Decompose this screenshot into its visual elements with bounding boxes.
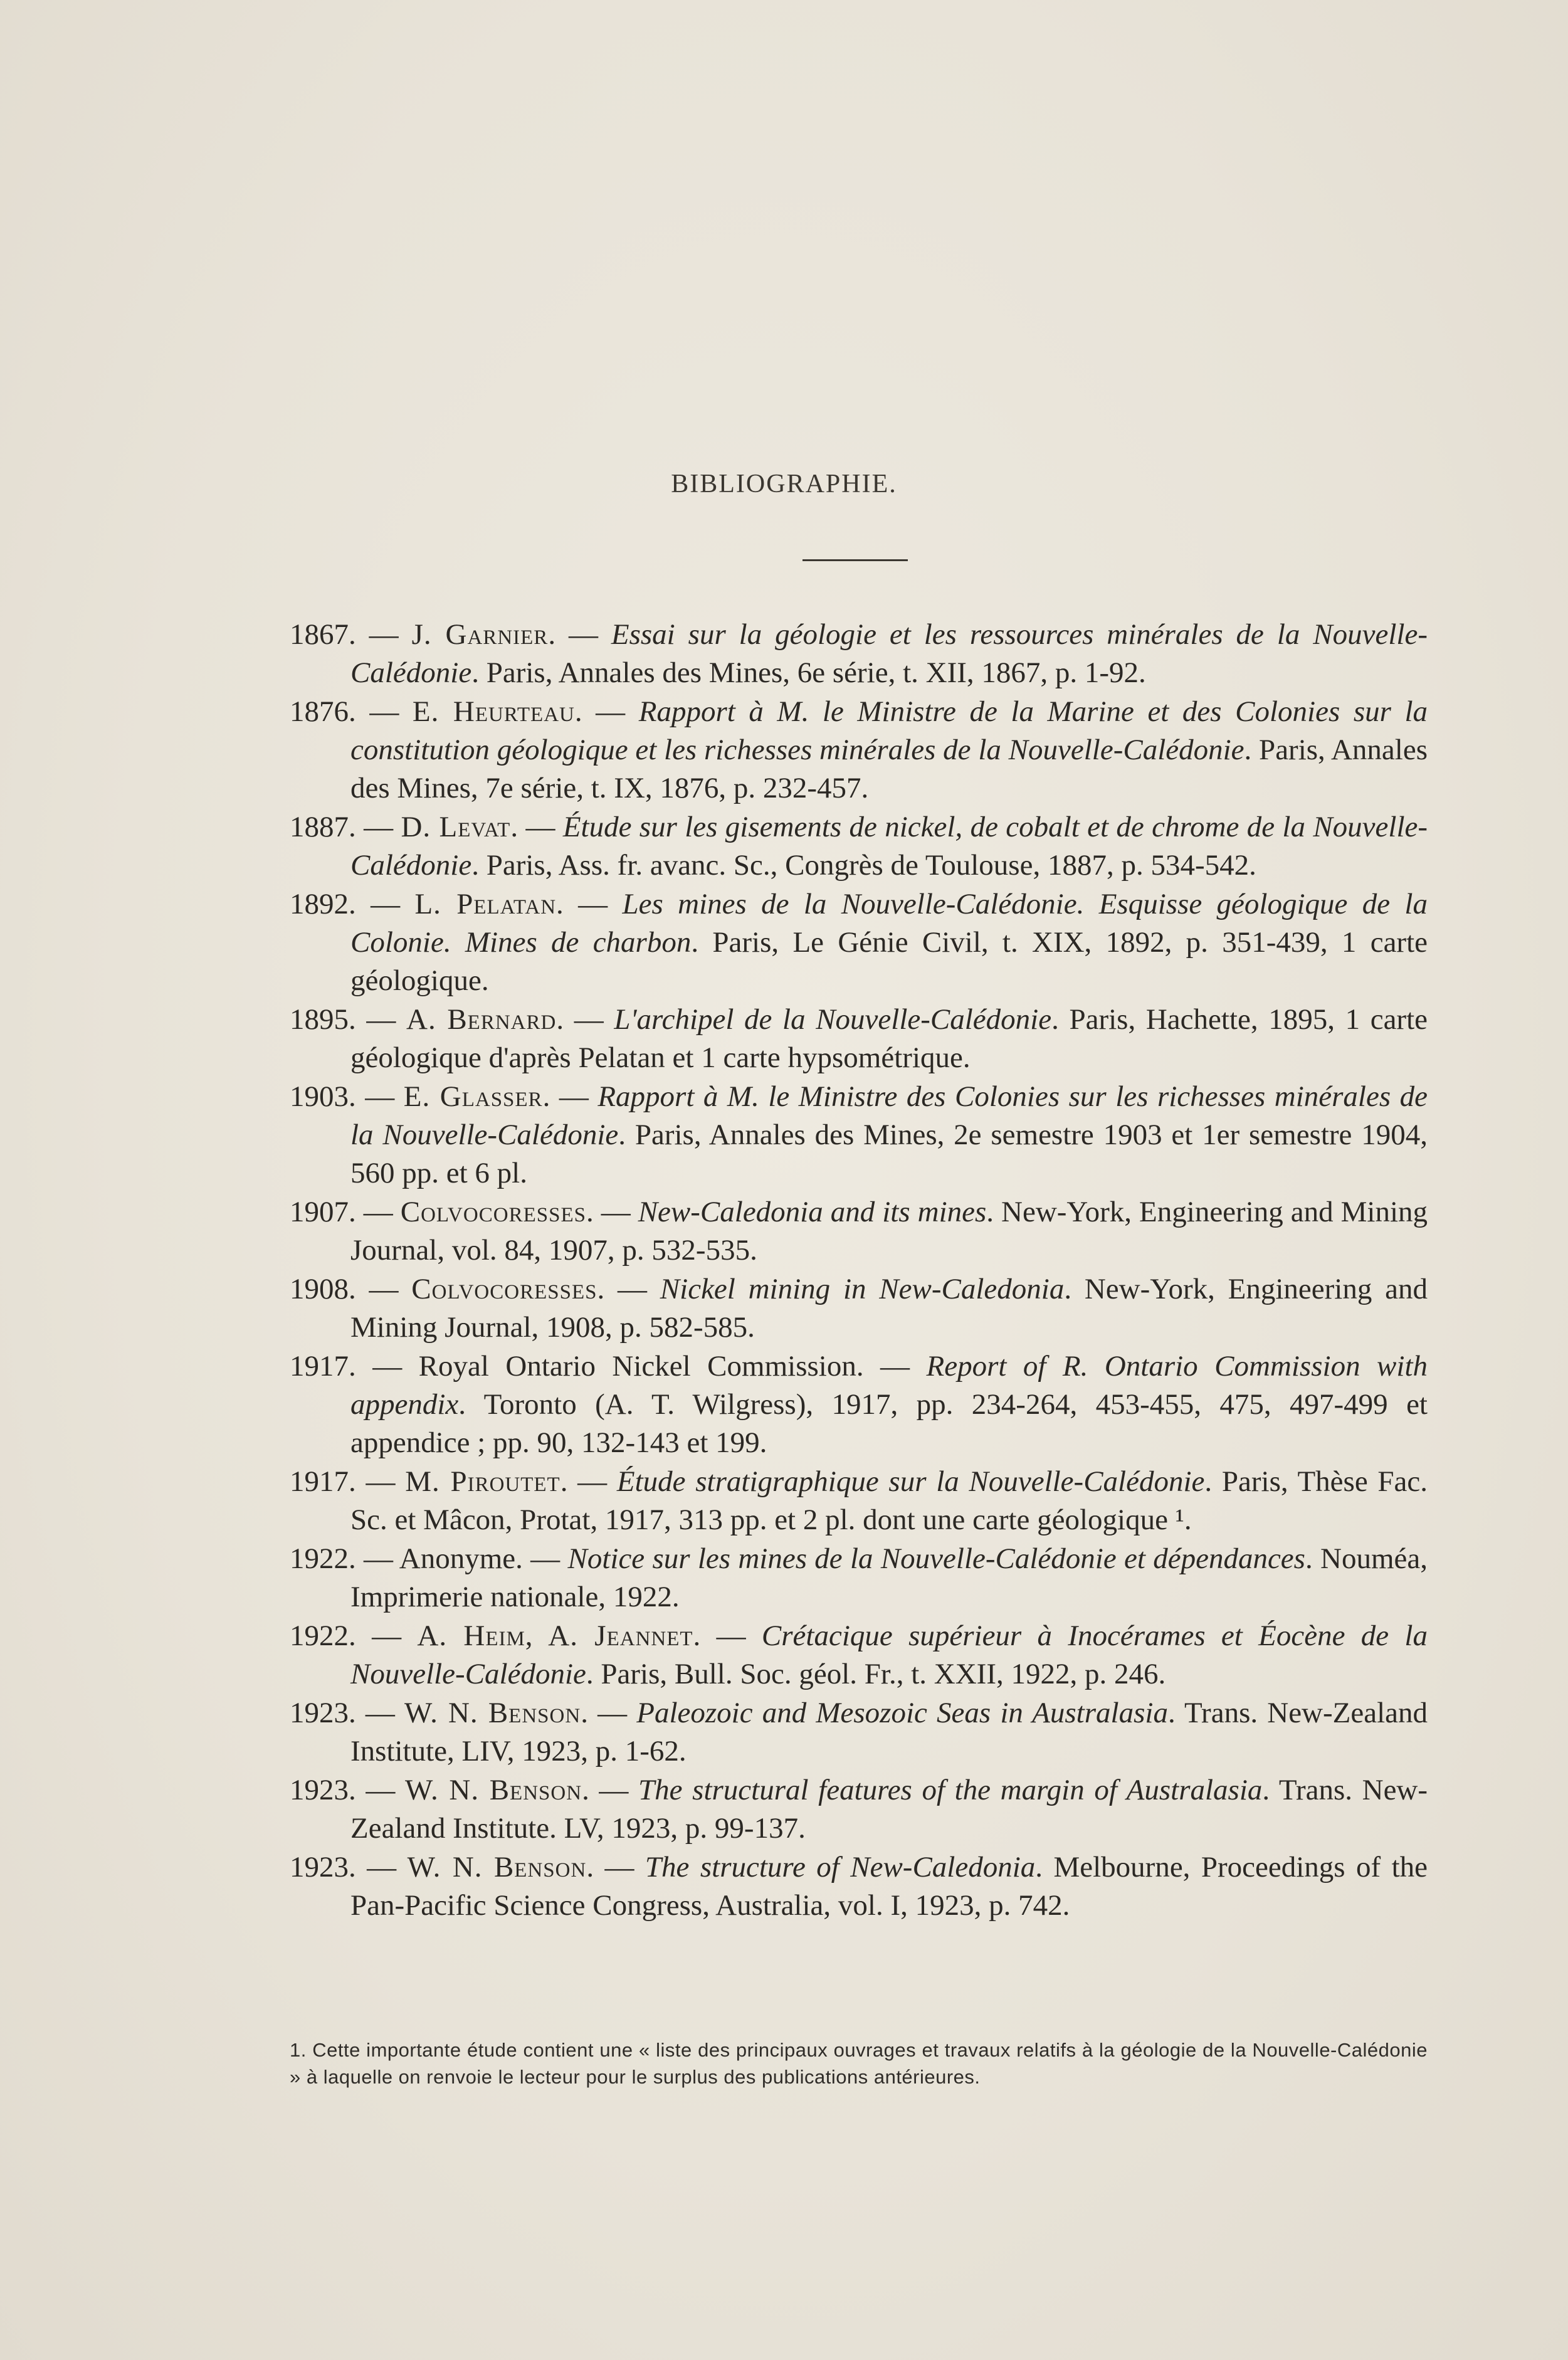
entry-details: . Paris, Annales des Mines, 7e série, t. IX, 1876, p. 232-457. (350, 734, 1428, 804)
entry-year: 1876. — (290, 695, 413, 728)
entry-details: . Toronto (A. T. Wilgress), 1917, pp. 234-264, 453-455, 475, 497-499 et appendice ; pp. 90, 132-143 et 199. (350, 1388, 1428, 1459)
entry-details: . Melbourne, Proceedings of the Pan-Pacific Science Congress, Australia, vol. I, 1923, p. 742. (350, 1851, 1428, 1922)
entry-separator: . — (556, 1003, 614, 1036)
entry-year: 1895. — (290, 1003, 406, 1036)
bibliography-entry (290, 808, 1428, 885)
entry-year: 1903. — (290, 1080, 404, 1113)
entry-title: Rapport à M. le Ministre des Colonies sur les richesses minérales de la Nouvelle-Calédonie (350, 1080, 1428, 1151)
entry-title: New-Caledonia and its mines (638, 1196, 987, 1228)
bibliography-entry (290, 1771, 1428, 1848)
heading-rule (802, 559, 908, 561)
bibliography-entry (290, 1463, 1428, 1539)
entry-details: . New-York, Engineering and Mining Journal, vol. 84, 1907, p. 532-535. (350, 1196, 1428, 1267)
entry-separator: . — (542, 1080, 598, 1113)
entry-author: A. Heim, A. Jeannet (417, 1620, 693, 1652)
entry-title: Paleozoic and Mesozoic Seas in Australasia (636, 1697, 1168, 1729)
entry-details: . Paris, Annales des Mines, 2e semestre 1903 et 1er semestre 1904, 560 pp. et 6 pl. (350, 1119, 1428, 1189)
entry-title: Nickel mining in New-Caledonia (660, 1273, 1065, 1305)
bibliography-entry (290, 885, 1428, 1000)
entry-details: . Paris, Bull. Soc. géol. Fr., t. XXII, 1922, p. 246. (586, 1658, 1166, 1690)
entry-details: . Paris, Thèse Fac. Sc. et Mâcon, Protat, 1917, 313 pp. et 2 pl. dont une carte géologique ¹. (350, 1465, 1428, 1536)
entry-year: 1887. — (290, 811, 401, 843)
entry-details: . Paris, Annales des Mines, 6e série, t. XII, 1867, p. 1-92. (471, 656, 1146, 689)
entry-author: J. Garnier (411, 618, 549, 651)
entry-year: 1908. — (290, 1273, 412, 1305)
entry-author: W. N. Benson (407, 1851, 587, 1883)
entry-title: Étude sur les gisements de nickel, de cobalt et de chrome de la Nouvelle-Calédonie (350, 811, 1428, 882)
entry-separator: . — (582, 1774, 639, 1806)
entry-separator: . — (560, 1465, 617, 1498)
entry-author: L. Pelatan (414, 888, 557, 920)
entry-title: Étude stratigraphique sur la Nouvelle-Calédonie (616, 1465, 1205, 1498)
bibliography-entry (290, 693, 1428, 808)
entry-author: M. Piroutet (405, 1465, 560, 1498)
entry-title: L'archipel de la Nouvelle-Calédonie (614, 1003, 1052, 1036)
entry-separator: Royal Ontario Nickel Commission. — (418, 1350, 927, 1383)
entry-year: 1923. — (290, 1851, 408, 1883)
entry-title: Report of R. Ontario Commission with appendix (350, 1350, 1428, 1421)
page-heading: BIBLIOGRAPHIE. (671, 470, 897, 498)
entry-separator: . — (586, 1851, 645, 1883)
entry-separator: . — (597, 1273, 660, 1305)
entry-year: 1923. — (290, 1774, 405, 1806)
bibliography-entry (290, 1347, 1428, 1462)
entry-details: . Paris, Hachette, 1895, 1 carte géologique d'après Pelatan et 1 carte hypsométrique. (350, 1003, 1428, 1074)
bibliography-entry (290, 1848, 1428, 1925)
bibliography-list (290, 616, 1428, 1925)
entry-year: 1892. — (290, 888, 415, 920)
entry-separator: . — (510, 811, 563, 843)
entry-separator: Anonyme. — (399, 1542, 568, 1575)
entry-title: Essai sur la géologie et les ressources minérales de la Nouvelle-Calédonie (350, 618, 1428, 689)
entry-details: . Trans. New-Zealand Institute. LV, 1923, p. 99-137. (350, 1774, 1428, 1845)
entry-title: Notice sur les mines de la Nouvelle-Calédonie et dépendances (567, 1542, 1305, 1575)
entry-title: Crétacique supérieur à Inocérames et Éocène de la Nouvelle-Calédonie (350, 1620, 1428, 1690)
bibliography-entry (290, 616, 1428, 692)
entry-author: W. N. Benson (404, 1697, 581, 1729)
entry-author: Colvocoresses (411, 1273, 597, 1305)
bibliography-entry (290, 1001, 1428, 1077)
entry-separator: . — (548, 618, 611, 651)
entry-title: The structural features of the margin of Australasia (638, 1774, 1263, 1806)
entry-separator: . — (556, 888, 623, 920)
entry-separator: . — (693, 1620, 762, 1652)
entry-separator: . — (581, 1697, 637, 1729)
entry-details: . Trans. New-Zealand Institute, LIV, 1923, p. 1-62. (350, 1697, 1428, 1767)
entry-title: The structure of New-Caledonia (645, 1851, 1036, 1883)
bibliography-entry (290, 1617, 1428, 1694)
entry-author: D. Levat (401, 811, 511, 843)
entry-year: 1922. — (290, 1620, 418, 1652)
entry-author: W. N. Benson (404, 1774, 582, 1806)
entry-year: 1917. — (290, 1465, 406, 1498)
entry-year: 1917. — (290, 1350, 419, 1383)
entry-separator: . — (574, 695, 639, 728)
bibliography-entry (290, 1694, 1428, 1771)
bibliography-entry (290, 1540, 1428, 1616)
entry-details: . Paris, Le Génie Civil, t. XIX, 1892, p. 351-439, 1 carte géologique. (350, 926, 1428, 997)
entry-year: 1923. — (290, 1697, 405, 1729)
entry-author: E. Heurteau (412, 695, 575, 728)
entry-details: . Paris, Ass. fr. avanc. Sc., Congrès de Toulouse, 1887, p. 534-542. (471, 849, 1256, 882)
entry-title: Les mines de la Nouvelle-Calédonie. Esquisse géologique de la Colonie. Mines de charbon (350, 888, 1428, 959)
entry-author: Colvocoresses (400, 1196, 586, 1228)
entry-details: . New-York, Engineering and Mining Journal, 1908, p. 582-585. (350, 1273, 1428, 1344)
entry-author: A. Bernard (406, 1003, 557, 1036)
bibliography-entry (290, 1270, 1428, 1347)
entry-year: 1907. — (290, 1196, 401, 1228)
entry-separator: . — (586, 1196, 638, 1228)
bibliography-entry (290, 1193, 1428, 1270)
entry-author: E. Glasser (403, 1080, 543, 1113)
entry-details: . Nouméa, Imprimerie nationale, 1922. (350, 1542, 1428, 1613)
entry-year: 1867. — (290, 618, 412, 651)
bibliography-entry (290, 1078, 1428, 1193)
entry-title: Rapport à M. le Ministre de la Marine et des Colonies sur la constitution géologique et les richesses minérales de la Nouvelle-Calédonie (350, 695, 1428, 766)
entry-year: 1922. — (290, 1542, 399, 1575)
footnote: 1. Cette importante étude contient une « liste des principaux ouvrages et travaux relatifs à la géologie de la Nouvelle-Calédonie » à laquelle on renvoie le lecteur pour le surplus des publications antérieures. (290, 2039, 1428, 2088)
